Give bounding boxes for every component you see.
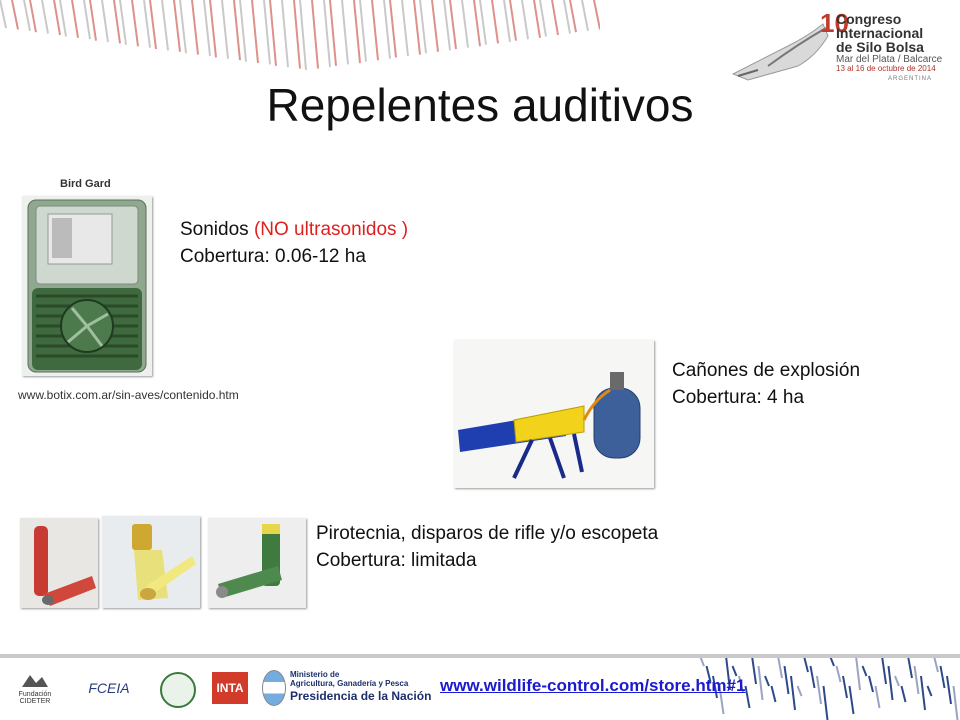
sound-label: Sonidos bbox=[180, 219, 254, 240]
pyrotechnic-cartridge-image-1 bbox=[20, 518, 98, 608]
congress-dates: 13 al 16 de octubre de 2014 bbox=[836, 64, 936, 73]
cannon-label: Cañones de explosión bbox=[672, 360, 861, 381]
pyrotechnic-cartridge-image-2 bbox=[208, 518, 306, 608]
congress-location: Mar del Plata / Balcarce bbox=[836, 54, 943, 65]
congress-country: ARGENTINA bbox=[888, 76, 933, 82]
congress-logo bbox=[728, 6, 956, 84]
wildlife-control-link[interactable]: www.wildlife-control.com/store.htm#1 bbox=[440, 676, 746, 695]
footer-divider bbox=[0, 654, 960, 658]
pyrotechnics-description bbox=[316, 520, 658, 574]
no-ultrasonic-note: (NO ultrasonidos ) bbox=[253, 219, 409, 240]
university-seal-icon bbox=[160, 672, 196, 708]
bird-gard-description bbox=[180, 216, 408, 270]
cannon-coverage: Cobertura: 4 ha bbox=[672, 387, 805, 408]
fceia-logo: FCEIA bbox=[88, 680, 130, 696]
bird-gard-source-url[interactable]: www.botix.com.ar/sin-aves/contenido.htm bbox=[18, 388, 239, 402]
bird-gard-coverage: Cobertura: 0.06-12 ha bbox=[180, 246, 366, 267]
argentina-coat-of-arms-icon bbox=[262, 670, 286, 706]
bird-gard-label: Bird Gard bbox=[60, 178, 111, 190]
decorative-stripes bbox=[0, 0, 600, 90]
cannon-description bbox=[672, 357, 860, 411]
inta-logo: INTA bbox=[212, 672, 248, 704]
congress-title: Congreso Internacional de Silo Bolsa bbox=[836, 11, 924, 55]
propane-cannon-image bbox=[454, 340, 654, 488]
cideter-mark-icon bbox=[20, 671, 50, 689]
ministerio-logo: Ministerio de Agricultura, Ganadería y Pesca Presidencia de la Nación bbox=[290, 670, 432, 703]
shotgun-shell-image bbox=[102, 516, 200, 608]
slide-title: Repelentes auditivos bbox=[266, 79, 694, 131]
pyrotechnics-coverage: Cobertura: limitada bbox=[316, 550, 477, 571]
pyrotechnics-label: Pirotecnia, disparos de rifle y/o escopeta bbox=[316, 523, 659, 544]
cideter-logo: Fundación CIDETER bbox=[10, 668, 60, 708]
bird-gard-device-image bbox=[22, 196, 152, 376]
congress-number: 10 bbox=[820, 8, 849, 38]
